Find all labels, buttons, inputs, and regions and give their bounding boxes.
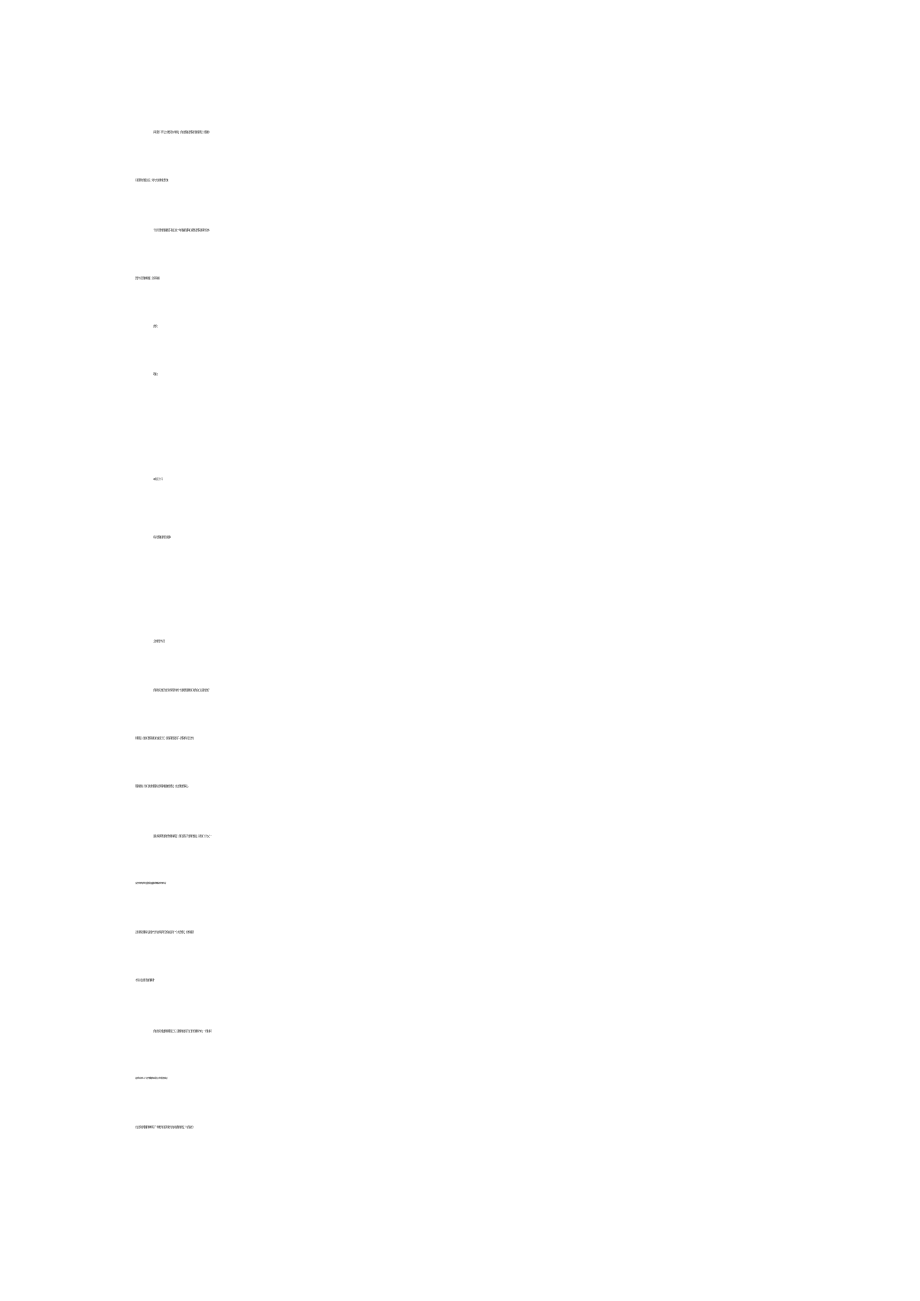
paragraph-line: 也让我对周围的种种有了一种更为包容和宽大的认知,我的改变，与各位的 (135, 1125, 193, 1129)
letter-addressee: _全体医护人员: (153, 639, 164, 643)
paragraph-line: 医护人员身体健康，全家幸福! (135, 276, 159, 280)
paragraph-line: 正如那位善解人意的护士所言“疾病不会造成任何一个人的毁灭，放弃看望 (135, 930, 193, 934)
paragraph-line: 我在你们的鼓励和照顾之下，逐渐的找到了自己的归属和方向，一段时间 (153, 1029, 211, 1033)
paragraph-line: 和照顾，在你们医院就诊的这段日子，我深深感受到了—医院"病人至上"的 (135, 736, 193, 740)
paragraph-line: 千言万语的感谢最后只能汇成一句祝福的话:真心祝愿总医院泌尿科全体 (153, 228, 209, 232)
paragraph-line: 服务准则。你们优质的服务让我有种温暖的感觉，也让我倍感窝心。 (135, 784, 190, 788)
closing-salutation: 敬礼! (153, 372, 157, 376)
paragraph-line: 次的坚持和努力,让我有了重新开始的希望,也让我能够鼓起勇气而对生活。 (135, 883, 167, 885)
paragraph-line: 才是人生最可怕的事情。” (135, 978, 154, 982)
paragraph-line: 的治疗和几位医生、护士的开导都助,让我对之前的自己有了新的客观认识, (135, 1078, 167, 1080)
paragraph-line: 我是你们治疗过的众多患者中的一位,我很感谢你们对我全心全意的治疗 (153, 688, 209, 692)
paragraph-line: 真可谓，平凡之中更见伟大!同时，我也感谢总医院的各级领导，感谢你 (153, 130, 209, 134)
paragraph-line: 们培养出像姜主任、刘大夫这样的好医生l (135, 178, 168, 182)
closing-line: 此致 (153, 324, 157, 328)
date-line: 20_年_月一口 (153, 477, 163, 481)
section-heading: 病人感谢信的范文篇2 (153, 535, 170, 539)
paragraph-line: 面对疾病带给我的伤害和痛苦，我几度有了放弃的想法，是你们一次乂一 (153, 834, 211, 838)
